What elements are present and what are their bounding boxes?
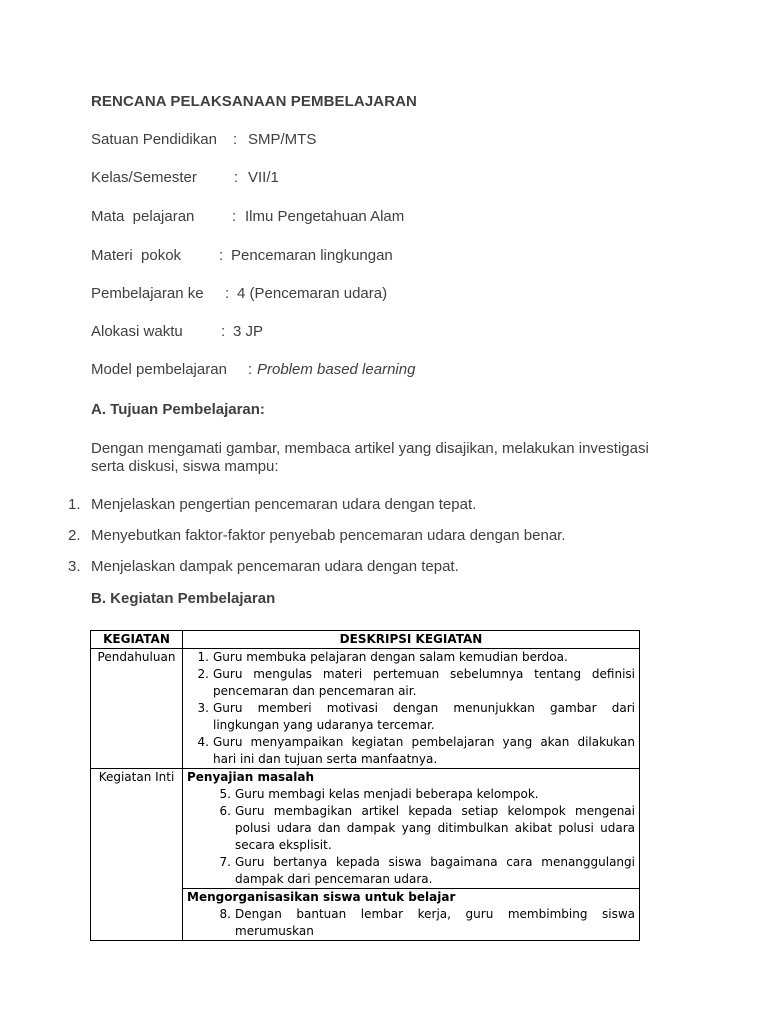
objective-item: 1. Menjelaskan pengertian pencemaran udara dengan tepat. [68,496,477,513]
list-item: 7. Guru bertanya kepada siswa bagaimana cara menanggulangi dampak dari pencemaran udara. [219,855,635,886]
row-description-pendahuluan [183,649,640,769]
meta-row-materi: Materi pokok : Pencemaran lingkungan [91,247,393,264]
row-description-penyajian [183,769,640,889]
meta-row-model: Model pembelajaran : Problem based learning [91,361,416,378]
section-a-heading: A. Tujuan Pembelajaran: [91,401,265,418]
list-item: 8. Dengan bantuan lembar kerja, guru membimbing siswa merumuskan [219,907,635,938]
subheading-mengorganisasikan: Mengorganisasikan siswa untuk belajar [187,890,456,904]
objective-item: 2. Menyebutkan faktor-faktor penyebab pencemaran udara dengan benar. [68,527,566,544]
table-row-pendahuluan [91,649,640,769]
column-header-deskripsi: DESKRIPSI KEGIATAN [183,631,640,649]
table-row-inti [91,769,640,889]
meta-row-mapel: Mata pelajaran : Ilmu Pengetahuan Alam [91,208,405,225]
section-b-heading: B. Kegiatan Pembelajaran [91,590,276,607]
column-header-kegiatan: KEGIATAN [91,631,183,649]
meta-row-alokasi: Alokasi waktu : 3 JP [91,323,264,340]
section-a-intro: Dengan mengamati gambar, membaca artikel yang disajikan, melakukan investigasi serta diskusi, siswa mampu: [91,440,649,475]
document-title: RENCANA PELAKSANAAN PEMBELAJARAN [91,93,417,110]
list-item: 3. Guru memberi motivasi dengan menunjukkan gambar dari lingkungan yang udaranya tercemar. [197,701,635,732]
meta-row-pembelajaran-ke: Pembelajaran ke : 4 (Pencemaran udara) [91,285,388,302]
list-item: 4. Guru menyampaikan kegiatan pembelajaran yang akan dilakukan hari ini dan tujuan serta manfaatnya. [197,735,635,766]
meta-row-satuan: Satuan Pendidikan : SMP/MTS [91,131,317,148]
list-item: 2. Guru mengulas materi pertemuan sebelumnya tentang definisi pencemaran dan pencemaran air. [197,667,635,698]
objective-item: 3. Menjelaskan dampak pencemaran udara dengan tepat. [68,558,459,575]
meta-row-kelas: Kelas/Semester : VII/1 [91,169,279,186]
row-description-mengorganisasikan [183,889,640,941]
table-header-row [91,631,640,649]
row-label-inti: Kegiatan Inti [91,769,183,941]
list-item: 1. Guru membuka pelajaran dengan salam kemudian berdoa. [197,650,568,664]
row-label-pendahuluan: Pendahuluan [91,649,183,769]
list-item: 6. Guru membagikan artikel kepada setiap kelompok mengenai polusi udara dan dampak yang ditimbulkan akibat polusi udara secara eksplisit. [219,804,635,852]
list-item: 5. Guru membagi kelas menjadi beberapa kelompok. [219,787,539,801]
activities-table [90,630,640,941]
subheading-penyajian-masalah: Penyajian masalah [187,770,315,784]
